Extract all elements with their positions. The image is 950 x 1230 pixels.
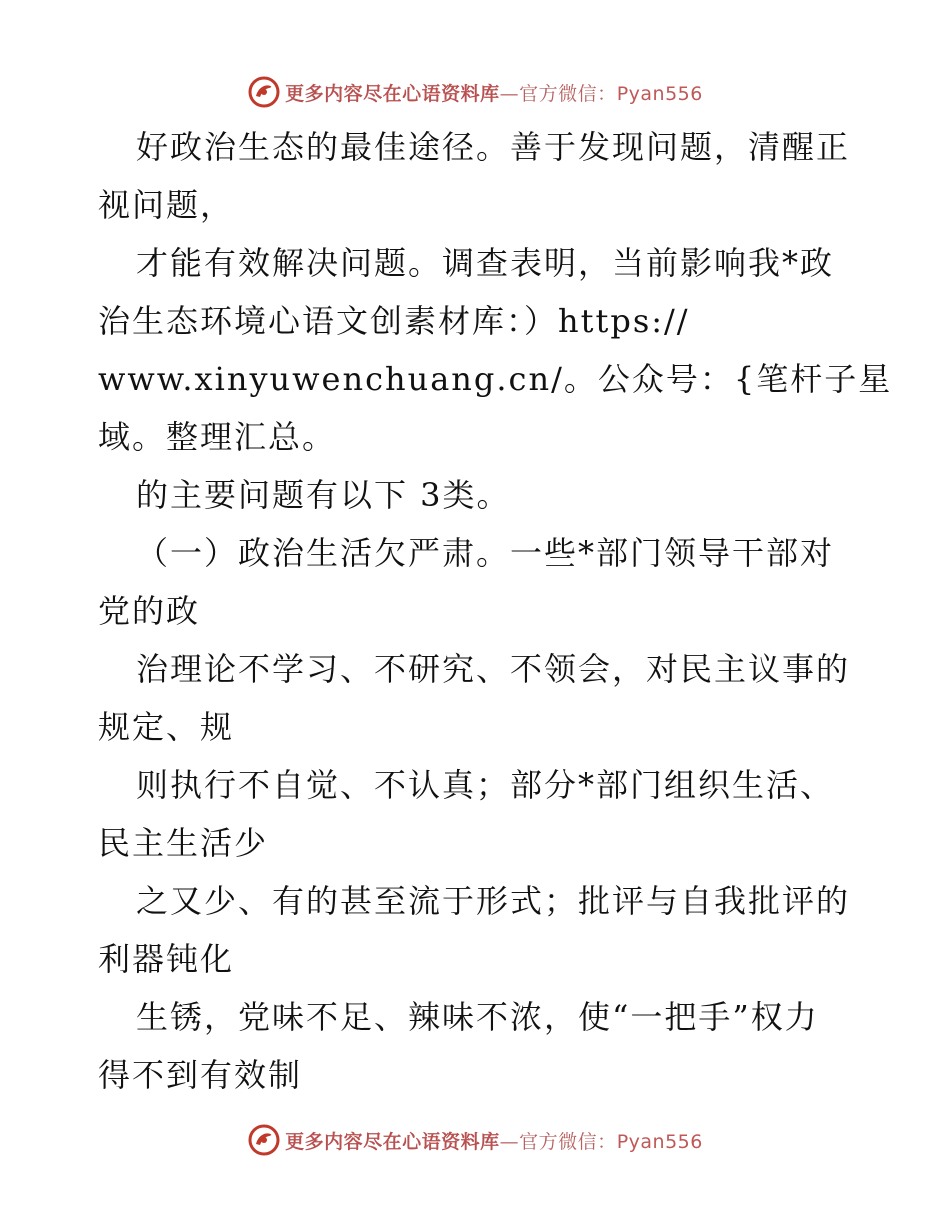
text-line: 规定、规 — [98, 708, 235, 746]
banner-wechat-label: 官方微信： — [519, 82, 617, 105]
banner-dash: — — [499, 82, 520, 105]
text-line: www.xinyuwenchuang.cn/。公众号：{笔杆子星 — [98, 360, 893, 398]
document-body — [98, 118, 893, 1104]
text-line: 域。整理汇总。 — [98, 418, 337, 456]
text-line: 才能有效解决问题。调查表明，当前影响我*政 — [136, 244, 835, 282]
text-line: 利器钝化 — [98, 940, 235, 978]
text-line: 则执行不自觉、不认真；部分*部门组织生活、 — [136, 766, 835, 804]
banner-library-text: 更多内容尽在心语资料库 — [285, 82, 500, 105]
text-line: 治生态环境心语文创素材库：）https:// — [98, 302, 690, 340]
logo-icon — [247, 1123, 281, 1157]
text-line: 民主生活少 — [98, 824, 269, 862]
banner-dash: — — [499, 1130, 520, 1153]
text-line: 得不到有效制 — [98, 1056, 303, 1094]
banner-text — [285, 1127, 703, 1154]
banner-wechat-label: 官方微信： — [519, 1130, 617, 1153]
header-banner — [0, 72, 950, 112]
logo-icon — [247, 75, 281, 109]
banner-wechat-id: Pyan556 — [616, 1130, 703, 1153]
banner-library-text: 更多内容尽在心语资料库 — [285, 1130, 500, 1153]
text-line: （一）政治生活欠严肃。一些*部门领导干部对 — [136, 534, 835, 572]
text-line: 之又少、有的甚至流于形式；批评与自我批评的 — [136, 882, 851, 920]
text-line: 的主要问题有以下 3类。 — [136, 476, 511, 514]
footer-banner — [0, 1120, 950, 1160]
banner-wechat-id: Pyan556 — [616, 82, 703, 105]
text-line: 治理论不学习、不研究、不领会，对民主议事的 — [136, 650, 851, 688]
banner-text — [285, 79, 703, 106]
text-line: 生锈，党味不足、辣味不浓，使“一把手”权力 — [136, 998, 819, 1036]
text-line: 党的政 — [98, 592, 201, 630]
text-line: 视问题， — [98, 186, 235, 224]
text-line: 好政治生态的最佳途径。善于发现问题，清醒正 — [136, 128, 851, 166]
